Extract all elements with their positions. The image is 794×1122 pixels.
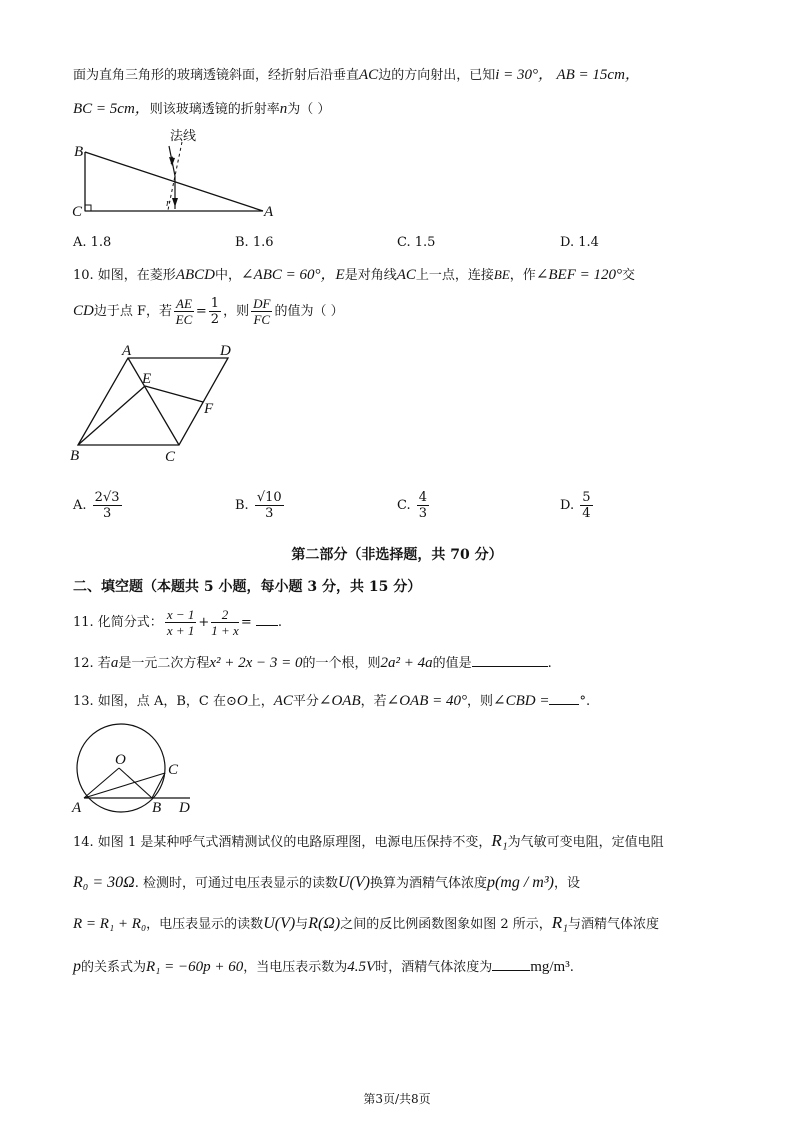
svg-text:O: O: [115, 752, 126, 768]
svg-text:D: D: [220, 343, 231, 359]
q13-line: 13. 如图，点 A，B，C 在⊙O上，AC平分∠OAB，若∠OAB = 40°，则∠CBD = °.: [73, 693, 591, 709]
q14-answer-blank[interactable]: [492, 970, 530, 971]
svg-text:B: B: [74, 144, 84, 160]
svg-text:D: D: [179, 800, 190, 816]
q12-answer-blank[interactable]: [472, 666, 548, 667]
svg-text:E: E: [142, 371, 152, 387]
svg-text:i: i: [170, 153, 174, 167]
q9-line-1: 面为直角三角形的玻璃透镜斜面，经折射后沿垂直AC边的方向射出，已知i = 30°， AB = 15cm，: [73, 67, 640, 83]
q11-fraction-2: $\frac{2}{1 + x}$: [211, 607, 239, 638]
q10-option-d[interactable]: D. $\frac{5}{4}$: [560, 490, 591, 521]
q11-fraction-1: $\frac{x - 1}{x + 1}$: [166, 607, 195, 638]
q10-ask-fraction: $\frac{DF}{FC}$: [253, 296, 271, 327]
q9-line-2: BC = 5cm，则该玻璃透镜的折射率n为（ ）: [73, 101, 331, 117]
q10-ratio-fraction: $\frac{AE}{EC}$: [175, 296, 193, 327]
page-footer: 第3页/共8页: [363, 1092, 431, 1106]
svg-text:B: B: [70, 448, 80, 464]
q14-line-2: R₀ = 30Ω. 检测时，可通过电压表显示的读数U(V)换算为酒精气体浓度p(mg / m³)，设: [73, 874, 580, 891]
q13-figure: [66, 716, 206, 816]
section2-title: 二、填空题（本题共 5 小题，每小题 3 分，共 15 分）: [73, 579, 422, 595]
svg-text:B: B: [152, 800, 162, 816]
q9-option-c[interactable]: C. 1.5: [397, 235, 436, 250]
svg-text:A: A: [122, 343, 132, 359]
q9-option-a[interactable]: A. 1.8: [73, 235, 112, 250]
q10-option-b[interactable]: B. $\frac{√10}{3}$: [235, 490, 282, 521]
q14-line-4: p的关系式为R₁ = −60p + 60，当电压表示数为4.5V时，酒精气体浓度为 mg/m³.: [73, 958, 574, 975]
svg-text:r: r: [166, 197, 171, 209]
q10-option-a[interactable]: A. $\frac{2√3}{3}$: [73, 490, 120, 521]
q10-line-2: CD边于点 F，若 $\frac{AE}{EC}$ = $\frac{1}{2}$ ，则 $\frac{DF}{FC}$ 的值为（ ）: [73, 296, 344, 327]
q14-line-3: R = R₁ + R₀，电压表显示的读数U(V)与R(Ω)之间的反比例函数图象如图 2 所示，R₁与酒精气体浓度: [73, 913, 660, 932]
q12-line: 12. 若a是一元二次方程x² + 2x − 3 = 0的一个根，则2a² + 4a的值是 .: [73, 655, 552, 671]
svg-text:C: C: [165, 449, 176, 465]
svg-text:A: A: [72, 800, 82, 816]
svg-text:C: C: [168, 762, 179, 778]
part2-title: 第二部分（非选择题，共 70 分）: [291, 547, 503, 563]
q11-line: 11. 化简分式： $\frac{x - 1}{x + 1}$ + $\frac{2}{1 + x}$ = .: [73, 607, 282, 638]
q9-option-b[interactable]: B. 1.6: [235, 235, 274, 250]
q11-answer-blank[interactable]: [256, 625, 278, 626]
q14-line-1: 14. 如图 1 是某种呼气式酒精测试仪的电路原理图，电源电压保持不变，R₁为气敏可变电阻，定值电阻: [73, 831, 664, 850]
q9-normal-label: 法线: [170, 129, 197, 144]
q13-answer-blank[interactable]: [549, 704, 579, 705]
svg-text:F: F: [204, 401, 214, 417]
q9-figure: [70, 124, 290, 224]
q10-line-1: 10. 如图，在菱形ABCD中，∠ABC = 60°，E是对角线AC上一点，连接BE，作∠BEF = 120°交: [73, 267, 636, 283]
svg-text:A: A: [264, 204, 274, 220]
q10-figure: [66, 340, 266, 465]
svg-text:C: C: [72, 204, 83, 220]
q9-given-angle: i = 30°， AB = 15cm，: [495, 67, 640, 83]
q9-option-d[interactable]: D. 1.4: [560, 235, 599, 250]
q10-option-c[interactable]: C. $\frac{4}{3}$: [397, 490, 428, 521]
